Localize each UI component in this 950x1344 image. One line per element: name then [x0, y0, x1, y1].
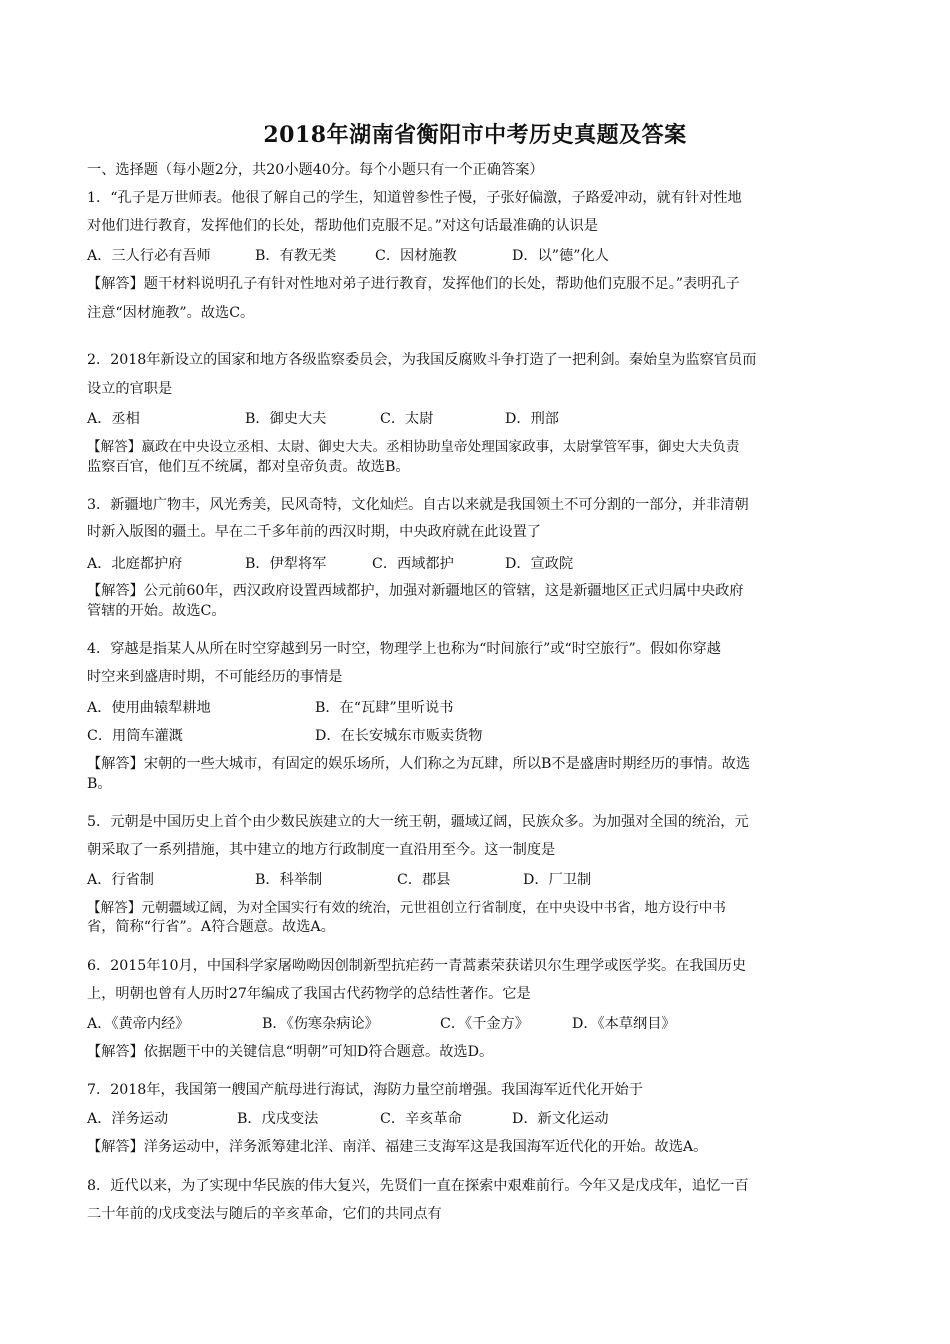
q5-option-d: D．厂卫制: [523, 872, 592, 888]
q7-option-a: A．洋务运动: [87, 1111, 169, 1127]
q7-option-b: B．戊戌变法: [237, 1111, 319, 1127]
q1-answer-line-2: 注意“因材施教”。故选C。: [87, 305, 255, 321]
q6-option-d: D．《本草纲目》: [572, 1016, 676, 1032]
q2-answer-line-1: 【解答】嬴政在中央设立丞相、太尉、御史大夫。丞相协助皇帝处理国家政事，太尉掌管军事，御史大夫负责: [87, 439, 740, 455]
q1-option-c: C．因材施教: [375, 248, 457, 264]
q2-option-c: C．太尉: [380, 411, 434, 427]
q2-option-b: B．御史大夫: [245, 411, 327, 427]
q1-answer-line-1: 【解答】题干材料说明孔子有针对性地对弟子进行教育，发挥他们的长处，帮助他们克服不足。”表明孔子: [87, 276, 740, 292]
q6-option-b: B．《伤寒杂病论》: [262, 1016, 379, 1032]
q5-option-b: B．科举制: [255, 872, 323, 888]
question-6-line-2: 上，明朝也曾有人历时27年编成了我国古代药物学的总结性著作。它是: [87, 986, 531, 1002]
question-5-line-1: 5．元朝是中国历史上首个由少数民族建立的大一统王朝，疆域辽阔，民族众多。为加强对全国的统治，元: [87, 814, 749, 830]
q1-option-b: B．有教无类: [255, 248, 337, 264]
q5-option-c: C．郡县: [397, 872, 451, 888]
q2-option-a: A．丞相: [87, 411, 140, 427]
question-1-line-1: 1．“孔子是万世师表。他很了解自己的学生，知道曾参性子慢，子张好偏激，子路爱冲动，就有针对性地: [87, 190, 742, 206]
q3-option-b: B．伊犁将军: [245, 556, 327, 572]
q3-option-a: A．北庭都护府: [87, 556, 183, 572]
q3-answer-line-1: 【解答】公元前60年，西汉政府设置西域都护，加强对新疆地区的管辖，这是新疆地区正式归属中央政府: [87, 583, 744, 599]
q4-option-a: A．使用曲辕犁耕地: [87, 700, 211, 716]
q6-option-a: A．《黄帝内经》: [87, 1016, 190, 1032]
q1-option-a: A．三人行必有吾师: [87, 248, 211, 264]
question-3-line-1: 3．新疆地广物丰，风光秀美，民风奇特，文化灿烂。自古以来就是我国领土不可分割的一部分，并非清朝: [87, 497, 749, 513]
question-4-line-1: 4．穿越是指某人从所在时空穿越到另一时空，物理学上也称为“时间旅行”或“时空旅行”。假如你穿越: [87, 641, 721, 657]
question-1-line-2: 对他们进行教育，发挥他们的长处，帮助他们克服不足。”对这句话最准确的认识是: [87, 218, 598, 234]
question-4-line-2: 时空来到盛唐时期，不可能经历的事情是: [87, 669, 343, 685]
q7-answer-line-1: 【解答】洋务运动中，洋务派筹建北洋、南洋、福建三支海军这是我国海军近代化的开始。故选A。: [87, 1139, 708, 1155]
question-6-line-1: 6．2015年10月，中国科学家屠呦呦因创制新型抗疟药一青蒿素荣获诺贝尔生理学或医学奖。在我国历史: [87, 958, 747, 974]
q4-answer-line-2: B。: [87, 776, 112, 792]
q4-answer-line-1: 【解答】宋朝的一些大城市，有固定的娱乐场所，人们称之为瓦肆，所以B不是盛唐时期经历的事情。故选: [87, 756, 751, 772]
q4-option-d: D．在长安城东市贩卖货物: [315, 728, 483, 744]
section-heading: 一、选择题（每小题2分，共20小题40分。每个小题只有一个正确答案）: [87, 162, 544, 178]
question-8-line-1: 8．近代以来，为了实现中华民族的伟大复兴，先贤们一直在探索中艰难前行。今年又是戊戌年，追忆一百: [87, 1178, 749, 1194]
q3-answer-line-2: 管辖的开始。故选C。: [87, 603, 226, 619]
q2-option-d: D．刑部: [505, 411, 559, 427]
q4-option-b: B．在“瓦肆”里听说书: [315, 700, 454, 716]
q1-option-d: D．以”德”化人: [512, 248, 609, 264]
q2-answer-line-2: 监察百官，他们互不统属，都对皇帝负责。故选B。: [87, 459, 410, 475]
q5-answer-line-1: 【解答】元朝疆域辽阔，为对全国实行有效的统治，元世祖创立行省制度，在中央设中书省，地方设行中书: [87, 900, 726, 916]
q3-option-d: D．宣政院: [505, 556, 574, 572]
q5-answer-line-2: 省，简称“行省”。A符合题意。故选A。: [87, 919, 335, 935]
document-title: 2018年湖南省衡阳市中考历史真题及答案: [263, 122, 687, 148]
q6-answer-line-1: 【解答】依据题干中的关键信息“明朝”可知D符合题意。故选D。: [87, 1044, 494, 1060]
q7-option-c: C．辛亥革命: [380, 1111, 462, 1127]
question-3-line-2: 时新入版图的疆土。早在二千多年前的西汉时期，中央政府就在此设置了: [87, 524, 542, 540]
q3-option-c: C．西域都护: [372, 556, 454, 572]
q4-option-c: C．用筒车灌溉: [87, 728, 183, 744]
q6-option-c: C．《千金方》: [440, 1016, 529, 1032]
question-8-line-2: 二十年前的戊戌变法与随后的辛亥革命，它们的共同点有: [87, 1206, 442, 1222]
question-5-line-2: 朝采取了一系列措施，其中建立的地方行政制度一直沿用至今。这一制度是: [87, 842, 556, 858]
question-2-line-1: 2．2018年新设立的国家和地方各级监察委员会，为我国反腐败斗争打造了一把利剑。秦始皇为监察官员而: [87, 352, 757, 368]
question-2-line-2: 设立的官职是: [87, 381, 173, 397]
question-7-line-1: 7．2018年，我国第一艘国产航母进行海试，海防力量空前增强。我国海军近代化开始于: [87, 1082, 643, 1098]
q5-option-a: A．行省制: [87, 872, 154, 888]
q7-option-d: D．新文化运动: [512, 1111, 609, 1127]
